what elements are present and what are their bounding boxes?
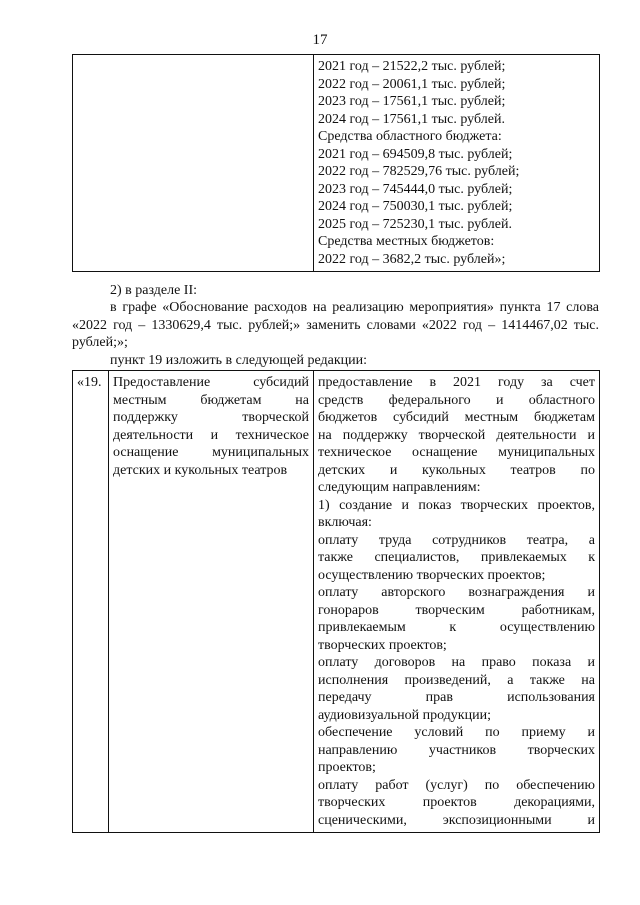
desc-line: обеспечение условий по приему и [318,725,595,740]
desc-line: средств федерального и областного [318,392,595,408]
funding-table [72,54,600,272]
desc-line: следующим направлениям: [318,480,481,495]
funding-heading: Средства областного бюджета: [318,129,502,144]
desc-line: на поддержку творческой деятельности и [318,427,595,443]
funding-line: 2024 год – 750030,1 тыс. рублей; [318,199,513,214]
desc-line: проектов; [318,760,376,775]
page-number: 17 [312,32,328,48]
desc-line: включая: [318,515,372,530]
desc-line: детских и кукольных театров по [318,462,595,478]
item-name-cell [109,371,314,833]
desc-line: привлекаемым к осуществлению [318,620,595,635]
funding-cell [314,55,600,272]
desc-line: исполнения произведений, а также на [318,672,595,688]
desc-line: направлению участников творческих [318,742,595,758]
funding-line: 2022 год – 782529,76 тыс. рублей; [318,164,520,179]
funding-line: 2024 год – 17561,1 тыс. рублей. [318,111,505,127]
funding-line: 2021 год – 21522,2 тыс. рублей; [318,59,506,74]
funding-line: 2021 год – 694509,8 тыс. рублей; [318,146,513,162]
empty-cell [73,55,314,272]
desc-line: техническое оснащение муниципальных [318,445,595,460]
desc-line: творческих проектов декорациями, [318,795,595,810]
name-line: Предоставление субсидий [113,375,309,390]
desc-line: 1) создание и показ творческих проектов, [318,497,595,513]
item-19-table [72,370,600,833]
desc-line: передачу прав использования [318,690,595,705]
paragraph-section: 2) в разделе II: [110,283,198,298]
paragraph-item-19: пункт 19 изложить в следующей редакции: [110,353,367,368]
desc-line: предоставление в 2021 году за счет [318,375,595,390]
table-row [73,371,600,833]
funding-heading: Средства местных бюджетов: [318,234,495,249]
table-row [73,55,600,272]
name-line: деятельности и техническое [113,427,309,443]
item-number: «19. [73,371,109,833]
desc-line: сценическими, экспозиционными и [318,812,595,828]
desc-line: оплату работ (услуг) по обеспечению [318,777,595,793]
desc-line: оплату труда сотрудников театра, а [318,532,595,548]
name-line: оснащение муниципальных [113,445,309,460]
name-line: поддержку творческой [113,410,309,425]
funding-line: 2023 год – 745444,0 тыс. рублей; [318,181,513,197]
funding-line: 2022 год – 3682,2 тыс. рублей»; [318,251,506,267]
desc-line: также специалистов, привлекаемых к [318,550,595,565]
funding-line: 2025 год – 725230,1 тыс. рублей. [318,216,512,232]
item-description-cell [314,371,600,833]
name-line: детских и кукольных театров [113,462,288,478]
desc-line: осуществлению творческих проектов; [318,567,546,583]
funding-line: 2022 год – 20061,1 тыс. рублей; [318,76,506,92]
desc-line: творческих проектов; [318,637,447,653]
name-line: местным бюджетам на [113,392,309,408]
funding-line: 2023 год – 17561,1 тыс. рублей; [318,94,506,109]
desc-line: оплату авторского вознаграждения и [318,585,595,600]
desc-line: бюджетов субсидий местным бюджетам [318,410,595,425]
desc-line: оплату договоров на право показа и [318,655,595,670]
desc-line: аудиовизуальной продукции; [318,707,491,723]
paragraph-replacement: в графе «Обоснование расходов на реализацию мероприятия» пункта 17 слова «2022 год – 1330629,4 тыс. рублей;» заменить словами «2022 год – 1414467,02 тыс. рублей;»; [72,300,599,350]
desc-line: гонораров творческим работникам, [318,602,595,618]
